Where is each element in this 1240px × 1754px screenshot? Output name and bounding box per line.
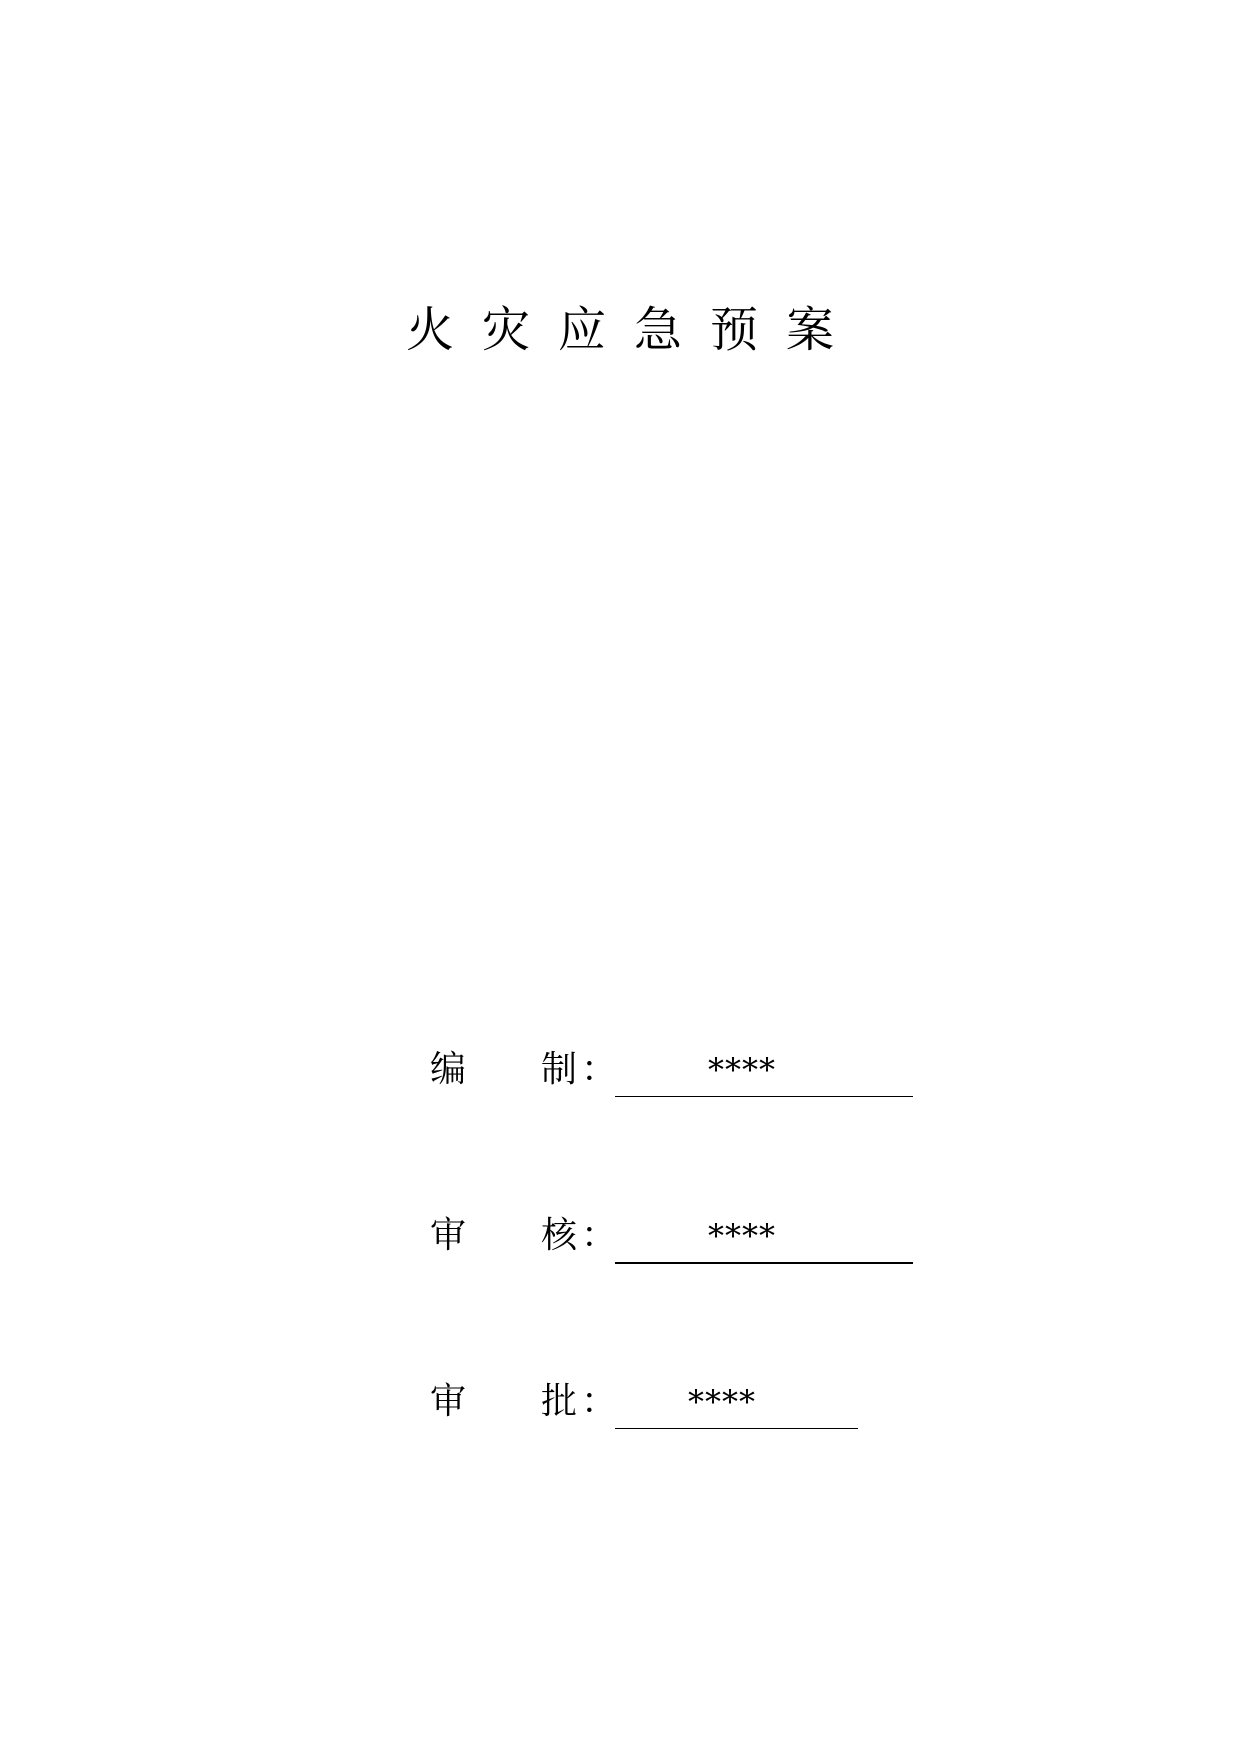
signature-row-reviewed-by	[0, 1206, 1240, 1266]
title-char: 应	[557, 302, 606, 358]
signature-label-char: 编	[430, 1049, 467, 1090]
signature-label-char: 审	[430, 1215, 467, 1256]
signature-underline	[615, 1262, 913, 1264]
title-char: 案	[785, 302, 834, 358]
signature-value: ****	[708, 1217, 776, 1255]
signature-value: ****	[708, 1051, 776, 1089]
signature-colon: ：	[581, 1049, 618, 1090]
signature-colon: ：	[581, 1381, 618, 1422]
signature-label-char: 审	[430, 1381, 467, 1422]
signature-underline	[615, 1096, 913, 1097]
signature-label-char: 核	[541, 1215, 578, 1256]
signature-row-approved-by	[0, 1372, 1240, 1432]
document-title	[0, 298, 1240, 362]
title-char: 灾	[481, 302, 530, 358]
signature-label-char: 制	[541, 1049, 578, 1090]
title-char: 急	[633, 302, 682, 358]
signature-colon: ：	[581, 1215, 618, 1256]
signature-label-char: 批	[541, 1381, 578, 1422]
signature-value: ****	[688, 1383, 756, 1421]
title-char: 火	[405, 302, 454, 358]
title-char: 预	[709, 302, 758, 358]
signature-row-compiled-by	[0, 1040, 1240, 1100]
signature-underline	[615, 1428, 858, 1429]
